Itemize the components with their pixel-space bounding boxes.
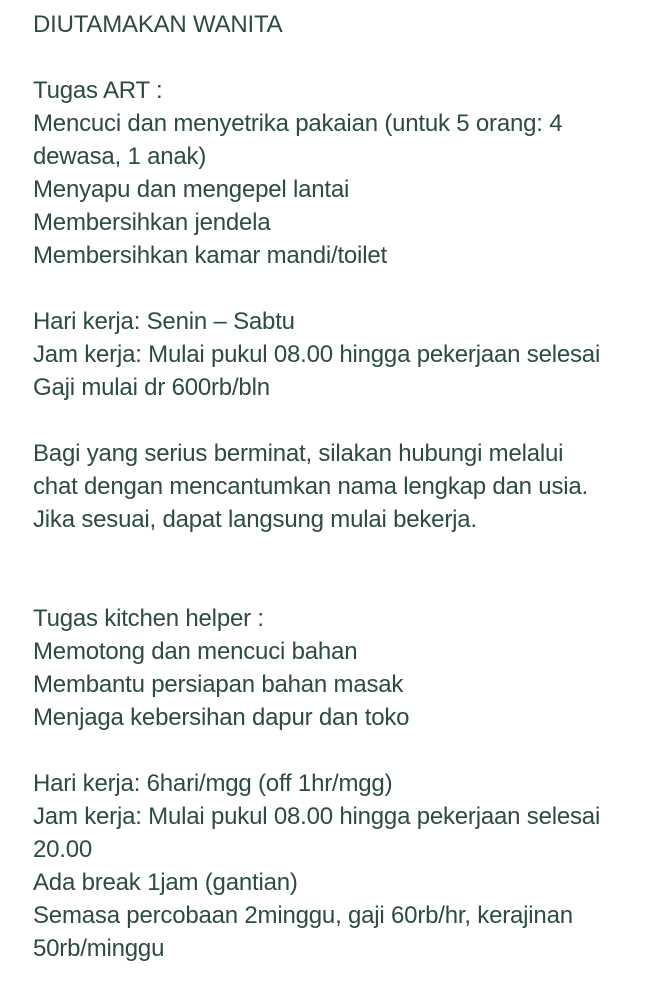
text-line: Jam kerja: Mulai pukul 08.00 hingga pekerjaan selesai: [33, 803, 601, 830]
text-line: Jika sesuai, dapat langsung mulai bekerja.: [33, 506, 477, 533]
text-line: Membersihkan kamar mandi/toilet: [33, 242, 387, 269]
text-line: 20.00: [33, 836, 93, 863]
text-line: Bagi yang serius berminat, silakan hubungi melalui: [33, 440, 564, 467]
text-line: Tugas kitchen helper :: [33, 605, 264, 632]
text-line: dewasa, 1 anak): [33, 143, 207, 170]
paragraph-contact-instructions: [33, 437, 650, 536]
paragraph-tugas-kitchen-helper: [33, 602, 650, 734]
paragraph-art-schedule: [33, 305, 650, 404]
text-line: Membersihkan jendela: [33, 209, 271, 236]
text-line: Jam kerja: Mulai pukul 08.00 hingga pekerjaan selesai: [33, 341, 601, 368]
text-line: 50rb/minggu: [33, 935, 165, 962]
text-line: Hari kerja: Senin – Sabtu: [33, 308, 295, 335]
document-header: DIUTAMAKAN WANITA: [33, 11, 283, 38]
text-line: Memotong dan mencuci bahan: [33, 638, 358, 665]
text-line: chat dengan mencantumkan nama lengkap dan usia.: [33, 473, 588, 500]
text-line: Menjaga kebersihan dapur dan toko: [33, 704, 410, 731]
text-line: Semasa percobaan 2minggu, gaji 60rb/hr, kerajinan: [33, 902, 573, 929]
text-line: Gaji mulai dr 600rb/bln: [33, 374, 270, 401]
text-line: Menyapu dan mengepel lantai: [33, 176, 350, 203]
text-line: Ada break 1jam (gantian): [33, 869, 298, 896]
paragraph-tugas-art: [33, 74, 650, 272]
text-line: Membantu persiapan bahan masak: [33, 671, 404, 698]
text-line: Hari kerja: 6hari/mgg (off 1hr/mgg): [33, 770, 393, 797]
text-line: Mencuci dan menyetrika pakaian (untuk 5 orang: 4: [33, 110, 563, 137]
paragraph-kitchen-schedule: [33, 767, 650, 965]
text-line: Tugas ART :: [33, 77, 163, 104]
